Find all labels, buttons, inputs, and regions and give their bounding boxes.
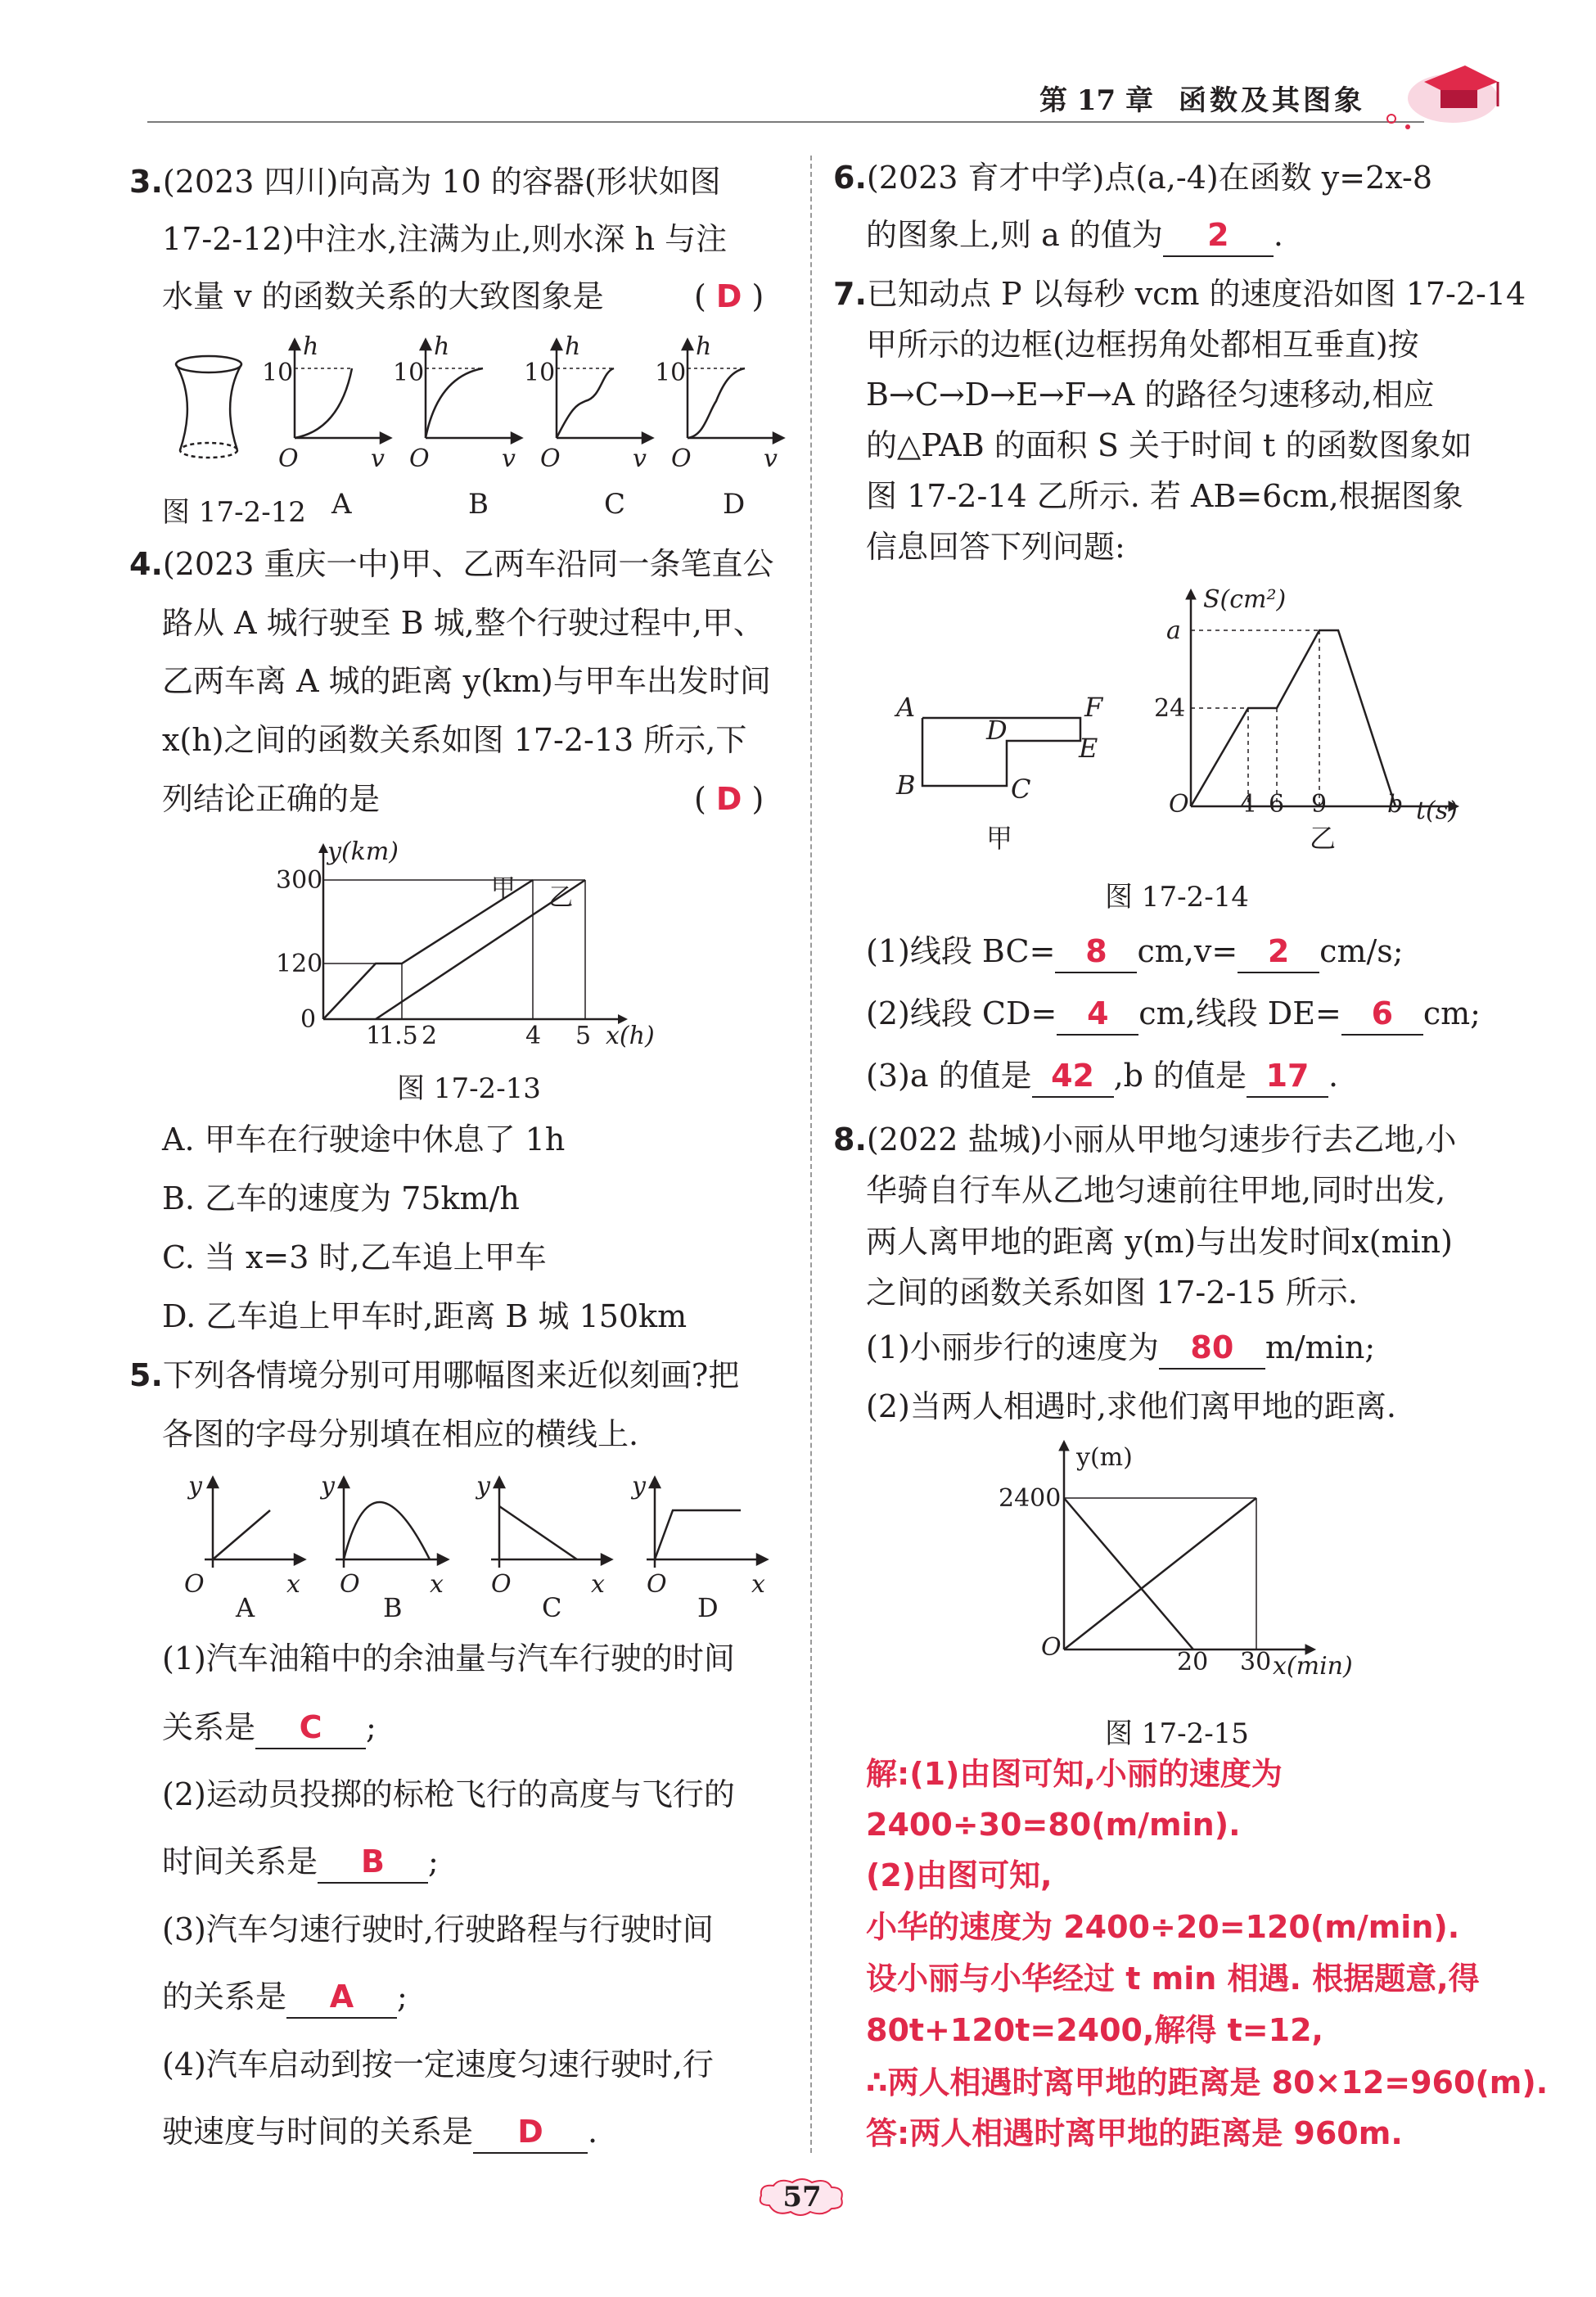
question-text: 甲所示的边框(边框拐角处都相互垂直)按 [866, 327, 1419, 363]
tick-a-label: a [1166, 616, 1181, 645]
answer-value: 2 [1267, 933, 1290, 969]
xiaohua-line [1064, 1498, 1193, 1649]
punct: ; [366, 1709, 376, 1745]
question-text: 水量 v 的函数关系的大致图象是 [162, 278, 604, 314]
graph-d-label: D [697, 1592, 719, 1623]
graph-b-o: O [409, 445, 430, 471]
solution-line: 80t+120t=2400,解得 t=12, [866, 2012, 1323, 2048]
y-axis-label: y(km) [327, 837, 399, 866]
answer-value: 42 [1051, 1058, 1094, 1094]
question-text: B→C→D→E→F→A 的路径匀速移动,相应 [866, 377, 1435, 413]
tick-b-label: b [1387, 790, 1404, 819]
x-tick-1: 1 [366, 1022, 382, 1048]
graph-d-o: O [671, 445, 692, 471]
graph-b-v: v [502, 445, 516, 471]
answer-bracket: ( D ) [694, 278, 764, 314]
point-b-label: B [896, 769, 916, 801]
part-text: (3)a 的值是 [866, 1058, 1032, 1094]
question-text: 下列各情境分别可用哪幅图来近似刻画?把 [162, 1357, 740, 1393]
answer-blank [1159, 1329, 1265, 1370]
question-number: 4. [129, 546, 163, 582]
graph-a-label: A [236, 1592, 255, 1623]
axis-x-label: x [286, 1570, 300, 1599]
q7-part-1 [866, 932, 1404, 973]
graph-b-label: B [383, 1592, 403, 1623]
page-number: 57 [782, 2181, 822, 2214]
y-tick-0: 0 [300, 1005, 317, 1034]
point-e-label: E [1079, 733, 1098, 764]
question-text: (2023 育才中学)点(a,-4)在函数 y=2x-8 [866, 160, 1433, 196]
answer-value: D [517, 2114, 543, 2150]
option-label-b: B [468, 488, 489, 521]
axis-y-label: y(m) [1076, 1443, 1133, 1472]
graph-c-label: C [542, 1592, 562, 1623]
answer-choice: D [715, 278, 742, 314]
graph-b-h: h [434, 332, 450, 361]
solution-line: 小华的速度为 2400÷20=120(m/min). [866, 1909, 1460, 1945]
q8-part-2: (2)当两人相遇时,求他们离甲地的距离. [866, 1388, 1396, 1424]
series-label-jia: 甲 [490, 873, 516, 903]
answer-value: 6 [1371, 995, 1394, 1031]
answer-value: C [299, 1709, 322, 1745]
graph-b-curve [344, 1502, 430, 1559]
part-text: (1)小丽步行的速度为 [866, 1329, 1159, 1365]
answer-value: 80 [1190, 1329, 1234, 1365]
graph-c-o: O [540, 445, 561, 471]
container-shape [176, 356, 241, 458]
answer-value: 4 [1087, 995, 1109, 1031]
graph-b-10: 10 [393, 359, 425, 387]
part-text: cm/s; [1319, 933, 1404, 969]
area-function-line [1191, 630, 1395, 806]
punct: ; [428, 1843, 439, 1880]
question-text: 路从 A 城行驶至 B 城,整个行驶过程中,甲、 [162, 605, 764, 641]
answer-bracket: ( D ) [694, 781, 764, 817]
q6-answer-line [866, 215, 1283, 257]
answer-value: 8 [1085, 933, 1107, 969]
option-label-a: A [331, 488, 352, 521]
page-number-badge [753, 2174, 851, 2220]
tick-30-label: 30 [1240, 1648, 1272, 1676]
question-text: 列结论正确的是 [162, 781, 381, 817]
question-text: 两人离甲地的距离 y(m)与出发时间x(min) [866, 1224, 1453, 1260]
graph-a-h: h [303, 332, 319, 361]
answer-blank [1247, 1058, 1328, 1098]
origin-label: O [1041, 1633, 1062, 1662]
answer-choice: D [715, 781, 742, 817]
question-number: 6. [833, 160, 867, 196]
axis-t-label: t(s) [1416, 797, 1458, 825]
figure-caption: 图 17-2-13 [397, 1072, 541, 1105]
option-d: D. 乙车追上甲车时,距离 B 城 150km [162, 1298, 688, 1334]
part-text: ,b 的值是 [1113, 1058, 1247, 1094]
graph-a-o: O [278, 445, 299, 471]
axis-x-label: x [751, 1570, 765, 1599]
part-text: 关系是 [162, 1709, 256, 1745]
figure-caption: 图 17-2-12 [162, 496, 306, 529]
graph-c-v: v [633, 445, 647, 471]
question-text: (2023 重庆一中)甲、乙两车沿同一条笔直公 [162, 546, 774, 582]
question-text: 信息回答下列问题: [866, 529, 1125, 565]
part-text: m/min; [1265, 1329, 1376, 1365]
y-tick-120: 120 [276, 950, 323, 978]
part-text: cm,v= [1137, 933, 1238, 969]
axis-s-label: S(cm²) [1203, 585, 1287, 614]
figure-yi-label: 乙 [1310, 823, 1337, 854]
part-text: 时间关系是 [162, 1843, 318, 1880]
y-tick-300: 300 [276, 866, 323, 895]
part-4-text: (4)汽车启动到按一定速度匀速行驶时,行 [162, 2047, 714, 2083]
part-3-answer-line [162, 1977, 408, 2019]
part-text: . [1328, 1058, 1339, 1094]
tick-6-label: 6 [1269, 790, 1285, 819]
answer-blank [255, 1709, 366, 1749]
origin-label: O [184, 1570, 205, 1599]
part-text: cm; [1422, 995, 1481, 1031]
graph-d-line [655, 1510, 741, 1559]
answer-value: 17 [1265, 1058, 1310, 1094]
part-text: cm,线段 DE= [1138, 995, 1341, 1031]
question-number: 7. [833, 276, 867, 312]
chapter-title: 函数及其图象 [1179, 84, 1365, 117]
question-text: 图 17-2-14 乙所示. 若 AB=6cm,根据图象 [866, 478, 1463, 514]
answer-blank [1032, 1058, 1114, 1098]
graph-d-h: h [696, 332, 712, 361]
figure-17-2-12 [160, 332, 798, 471]
part-1-text: (1)汽车油箱中的余油量与汽车行驶的时间 [162, 1640, 735, 1676]
origin-label: O [647, 1570, 667, 1599]
answer-value: 2 [1207, 217, 1229, 253]
q8-part-1 [866, 1328, 1375, 1370]
tick-9-label: 9 [1311, 790, 1328, 819]
figure-jia-label: 甲 [986, 823, 1013, 854]
part-3-text: (3)汽车匀速行驶时,行驶路程与行驶时间 [162, 1911, 714, 1947]
point-c-label: C [1011, 774, 1031, 805]
answer-blank [286, 1979, 397, 2019]
axis-y-label: y [321, 1472, 335, 1500]
question-text: 的△PAB 的面积 S 关于时间 t 的函数图象如 [866, 427, 1472, 463]
x-tick-1-5: 1.5 [379, 1022, 418, 1048]
page-header [0, 0, 1596, 123]
question-text: (2022 盐城)小丽从甲地匀速步行去乙地,小 [866, 1121, 1457, 1158]
figure-caption: 图 17-2-15 [1105, 1717, 1249, 1750]
graph-c-10: 10 [524, 359, 556, 387]
origin-label: O [491, 1570, 512, 1599]
point-a-label: A [896, 692, 916, 723]
column-divider [810, 156, 812, 2153]
part-2-answer-line [162, 1842, 439, 1884]
punct: ; [397, 1979, 408, 2015]
solution-line: ∴两人相遇时离甲地的距离是 80×12=960(m). [866, 2065, 1549, 2101]
axis-y-label: y [476, 1472, 490, 1500]
tick-24-label: 24 [1154, 694, 1186, 723]
axis-x-label: x(min) [1273, 1652, 1353, 1681]
origin-label: O [340, 1570, 360, 1599]
answer-blank [1057, 995, 1138, 1036]
tick-4-label: 4 [1240, 790, 1256, 819]
answer-value: B [361, 1843, 385, 1880]
question-text: x(h)之间的函数关系如图 17-2-13 所示,下 [162, 722, 747, 758]
solution-line: 解:(1)由图可知,小丽的速度为 [866, 1756, 1283, 1792]
option-label-d: D [723, 488, 746, 521]
graph-c-line [499, 1506, 577, 1559]
figure-17-2-14-yi [1146, 581, 1490, 855]
axis-y-label: y [188, 1472, 202, 1500]
x-tick-2: 2 [422, 1022, 438, 1048]
tick-2400-label: 2400 [999, 1484, 1062, 1513]
x-tick-4: 4 [525, 1022, 542, 1048]
mortarboard-decoration-icon [1375, 49, 1514, 139]
graph-a-10: 10 [262, 359, 294, 387]
xiaoli-line [1064, 1498, 1256, 1649]
question-text: 已知动点 P 以每秒 vcm 的速度沿如图 17-2-14 [866, 276, 1526, 312]
question-text: 乙两车离 A 城的距离 y(km)与甲车出发时间 [162, 663, 771, 699]
question-text: 的图象上,则 a 的值为 [866, 217, 1163, 253]
figure-17-2-14-jia [888, 684, 1117, 864]
answer-blank [1163, 217, 1274, 257]
axis-y-label: y [632, 1472, 646, 1500]
option-b: B. 乙车的速度为 75km/h [162, 1180, 520, 1216]
part-text: 驶速度与时间的关系是 [162, 2114, 474, 2150]
figure-caption: 图 17-2-14 [1105, 881, 1249, 914]
answer-blank [318, 1843, 428, 1884]
graph-a-v: v [371, 445, 385, 471]
solution-line: 2400÷30=80(m/min). [866, 1807, 1241, 1843]
answer-blank [1238, 933, 1319, 973]
graph-d-10: 10 [655, 359, 687, 387]
tick-20-label: 20 [1177, 1648, 1209, 1676]
punct: . [588, 2114, 598, 2150]
question-text: 华骑自行车从乙地匀速前往甲地,同时出发, [866, 1172, 1446, 1208]
figure-17-2-15 [982, 1433, 1375, 1695]
answer-blank [1055, 933, 1137, 973]
question-text: (2023 四川)向高为 10 的容器(形状如图 [162, 164, 721, 200]
origin-label: O [1169, 790, 1189, 819]
question-text: 各图的字母分别填在相应的横线上. [162, 1416, 639, 1452]
solution-line: 设小丽与小华经过 t min 相遇. 根据题意,得 [866, 1961, 1480, 1997]
header-rule [147, 121, 1424, 123]
graph-a-line [213, 1510, 270, 1559]
punct: . [1273, 217, 1283, 253]
part-text: (2)线段 CD= [866, 995, 1057, 1031]
solution-line: 答:两人相遇时离甲地的距离是 960m. [866, 2115, 1403, 2151]
point-d-label: D [986, 715, 1008, 746]
question-text: 之间的函数关系如图 17-2-15 所示. [866, 1275, 1358, 1311]
part-text: (1)线段 BC= [866, 933, 1056, 969]
series-label-yi: 乙 [548, 883, 574, 913]
graph-d-v: v [764, 445, 778, 471]
question-text: 17-2-12)中注水,注满为止,则水深 h 与注 [162, 221, 728, 257]
option-a: A. 甲车在行驶途中休息了 1h [162, 1121, 566, 1158]
point-f-label: F [1084, 692, 1103, 723]
q7-part-2 [866, 994, 1481, 1036]
answer-blank [1341, 995, 1423, 1036]
x-tick-5: 5 [575, 1022, 592, 1048]
answer-value: A [329, 1979, 354, 2015]
option-c: C. 当 x=3 时,乙车追上甲车 [162, 1239, 547, 1275]
part-4-answer-line [162, 2112, 597, 2154]
part-2-text: (2)运动员投掷的标枪飞行的高度与飞行的 [162, 1776, 735, 1812]
question-number: 5. [129, 1357, 163, 1393]
chapter-label: 第 17 章 [1039, 84, 1153, 117]
figure-17-2-13-chart [270, 835, 696, 1048]
figure-q5-graphs [164, 1469, 786, 1625]
axis-x-label: x [430, 1570, 444, 1599]
graph-c-h: h [565, 332, 581, 361]
x-axis-label: x(h) [606, 1022, 655, 1048]
question-number: 8. [833, 1121, 867, 1158]
q7-part-3 [866, 1056, 1338, 1098]
solution-line: (2)由图可知, [866, 1857, 1053, 1893]
axis-x-label: x [591, 1570, 605, 1599]
question-number: 3. [129, 164, 163, 200]
part-1-answer-line [162, 1708, 376, 1749]
part-text: 的关系是 [162, 1979, 287, 2015]
option-label-c: C [604, 488, 626, 521]
answer-blank [473, 2114, 588, 2154]
